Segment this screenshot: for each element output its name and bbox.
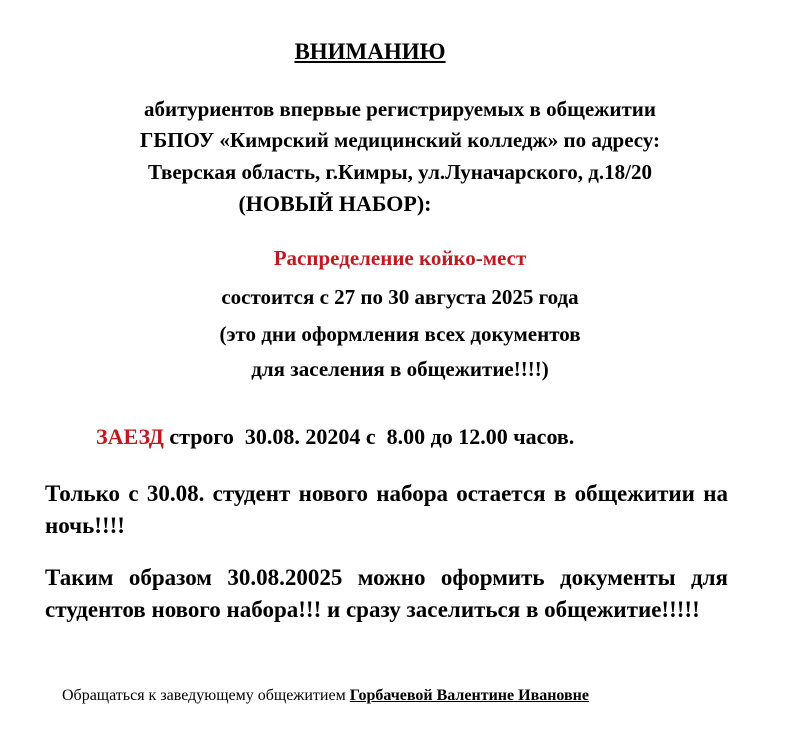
checkin-text: строго 30.08. 20204 с 8.00 до 12.00 часов. <box>163 424 575 449</box>
distribution-line-1: состоится с 27 по 30 августа 2025 года <box>221 285 579 309</box>
checkin-label: ЗАЕЗД <box>96 424 164 449</box>
intro-line-3: Тверская область, г.Кимры, ул.Луначарского, д.18/20 <box>148 160 652 184</box>
contact-line <box>62 687 762 705</box>
intro-line-2: ГБПОУ «Кимрский медицинский колледж» по адресу: <box>139 128 661 152</box>
contact-prefix: Обращаться к заведующему общежитием <box>62 687 350 704</box>
notice-title: ВНИМАНИЮ <box>294 39 446 64</box>
distribution-heading: Распределение койко-мест <box>273 246 527 270</box>
paragraph-documents: Таким образом 30.08.20025 можно оформить документы для студентов нового набора!!! и сразу заселиться в общежитие!!!!! <box>45 565 728 622</box>
intro-line-4: (НОВЫЙ НАБОР): <box>238 191 432 216</box>
contact-name: Горбачевой Валентине Ивановне <box>349 687 589 704</box>
distribution-line-3: для заселения в общежитие!!!!) <box>251 357 549 381</box>
checkin-line <box>96 426 716 448</box>
intro-line-1: абитуриентов впервые регистрируемых в общежитии <box>143 97 656 121</box>
paragraph-overnight: Только с 30.08. студент нового набора остается в общежитии на ночь!!!! <box>45 481 728 538</box>
distribution-line-2: (это дни оформления всех документов <box>219 322 581 346</box>
